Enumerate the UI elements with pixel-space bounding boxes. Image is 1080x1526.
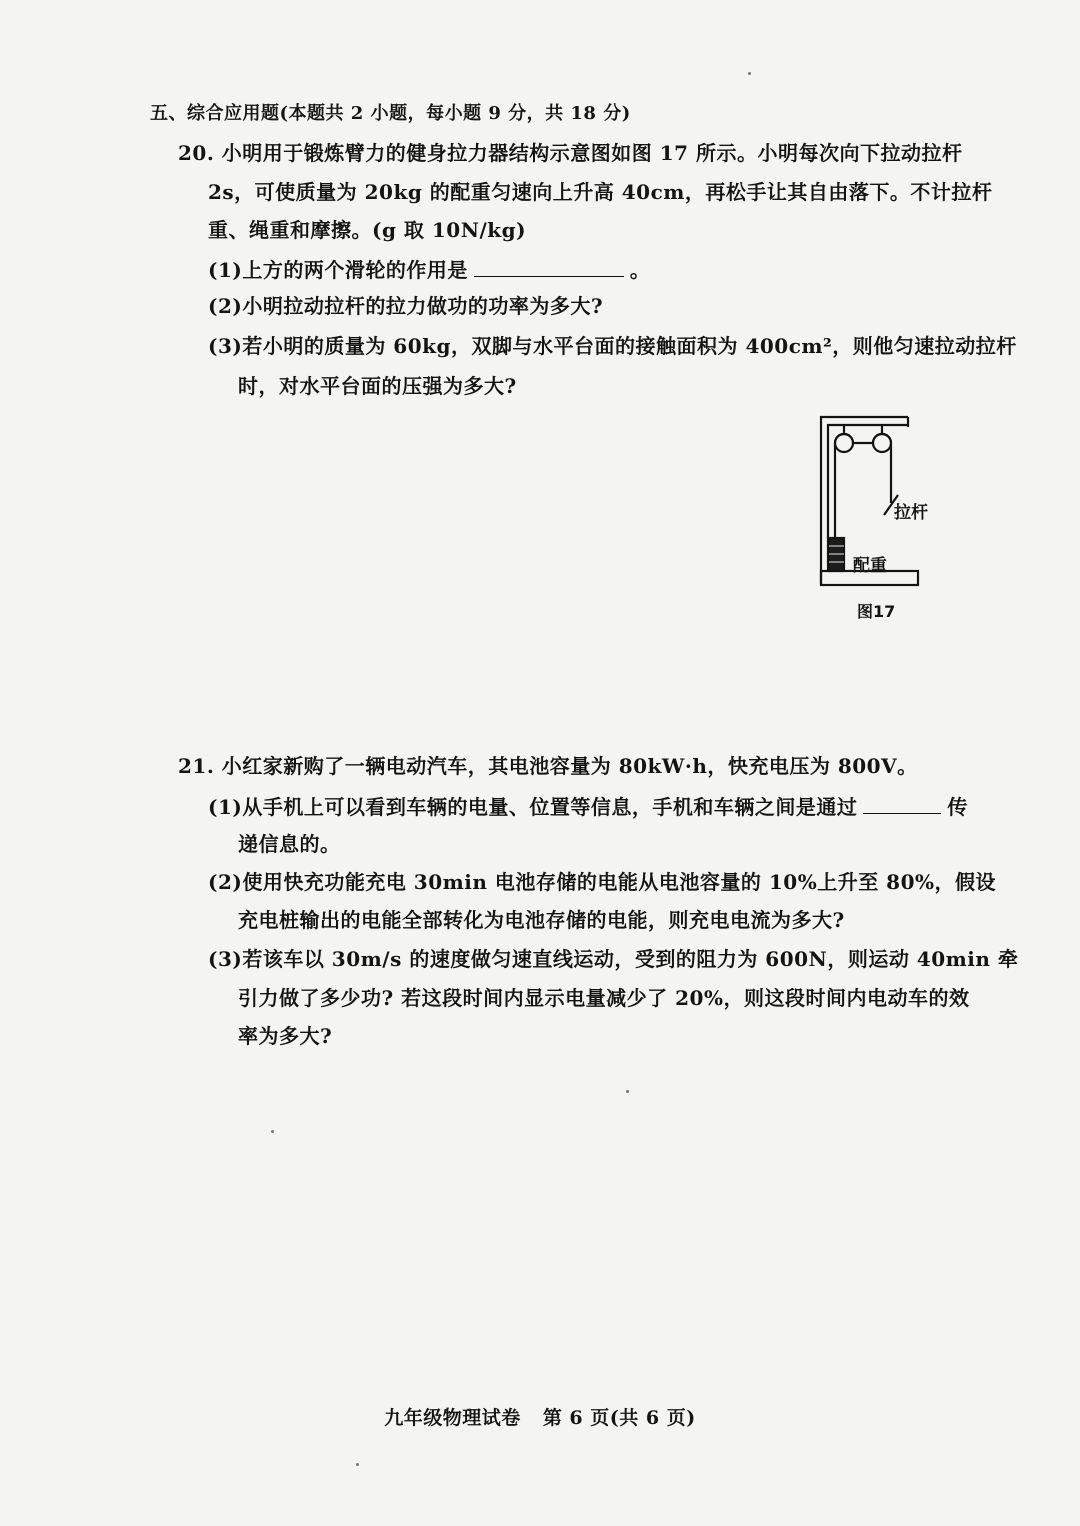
label-counterweight: 配重 bbox=[853, 556, 887, 576]
q20-sub3-line2: 时，对水平台面的压强为多大? bbox=[238, 374, 517, 398]
q20-stem-line1: 20. 小明用于锻炼臂力的健身拉力器结构示意图如图 17 所示。小明每次向下拉动拉杆 bbox=[178, 141, 963, 165]
q20-sub1 bbox=[208, 254, 650, 284]
q21-sub1 bbox=[208, 791, 968, 821]
q20-sub1-end: 。 bbox=[629, 258, 651, 282]
figure-17-pulley-diagram bbox=[800, 405, 940, 630]
page-footer bbox=[0, 1403, 1080, 1430]
q21-sub2-line2: 充电桩输出的电能全部转化为电池存储的电能，则充电电流为多大? bbox=[238, 908, 845, 932]
q21-sub1-answer-blank bbox=[863, 791, 941, 814]
q20-sub1-text: (1)上方的两个滑轮的作用是 bbox=[208, 258, 468, 282]
q21-sub2-line1: (2)使用快充功能充电 30min 电池存储的电能从电池容量的 10%上升至 80%，假设 bbox=[208, 870, 996, 894]
section-note: (本题共 2 小题，每小题 9 分，共 18 分) bbox=[279, 103, 631, 124]
scan-speck bbox=[271, 1130, 274, 1133]
q20-stem-line3: 重、绳重和摩擦。(g 取 10N/kg) bbox=[208, 218, 527, 242]
scan-speck bbox=[626, 1090, 629, 1093]
q21-sub3-line1: (3)若该车以 30m/s 的速度做匀速直线运动，受到的阻力为 600N，则运动 40min 牵 bbox=[208, 947, 1019, 971]
footer-page-number: 第 6 页(共 6 页) bbox=[542, 1407, 696, 1429]
figure-caption: 图17 bbox=[857, 602, 896, 621]
q20-stem-line2: 2s，可使质量为 20kg 的配重匀速向上升高 40cm，再松手让其自由落下。不计拉杆 bbox=[208, 180, 993, 204]
q20-sub1-answer-blank bbox=[474, 254, 624, 277]
scan-speck bbox=[748, 72, 751, 75]
scan-speck bbox=[356, 1463, 359, 1466]
q20-sub2: (2)小明拉动拉杆的拉力做功的功率为多大? bbox=[208, 294, 604, 318]
q21-sub3-line3: 率为多大? bbox=[238, 1024, 333, 1048]
q21-sub1-end: 传 bbox=[947, 795, 968, 819]
rope-over-right bbox=[873, 434, 891, 443]
q20-sub3-line1: (3)若小明的质量为 60kg，双脚与水平台面的接触面积为 400cm²，则他匀速拉动拉杆 bbox=[208, 334, 1017, 358]
label-pull-rod: 拉杆 bbox=[894, 503, 928, 523]
section-heading bbox=[150, 100, 631, 128]
q21-stem: 21. 小红家新购了一辆电动汽车，其电池容量为 80kW·h，快充电压为 800V。 bbox=[178, 754, 918, 778]
footer-subject: 九年级物理试卷 bbox=[384, 1407, 521, 1429]
q21-sub1-line2: 递信息的。 bbox=[238, 832, 341, 856]
section-title: 五、综合应用题 bbox=[150, 103, 280, 124]
q21-sub3-line2: 引力做了多少功? 若这段时间内显示电量减少了 20%，则这段时间内电动车的效 bbox=[238, 986, 970, 1010]
q21-sub1-text: (1)从手机上可以看到车辆的电量、位置等信息，手机和车辆之间是通过 bbox=[208, 795, 858, 819]
rope-over-left bbox=[835, 434, 853, 443]
